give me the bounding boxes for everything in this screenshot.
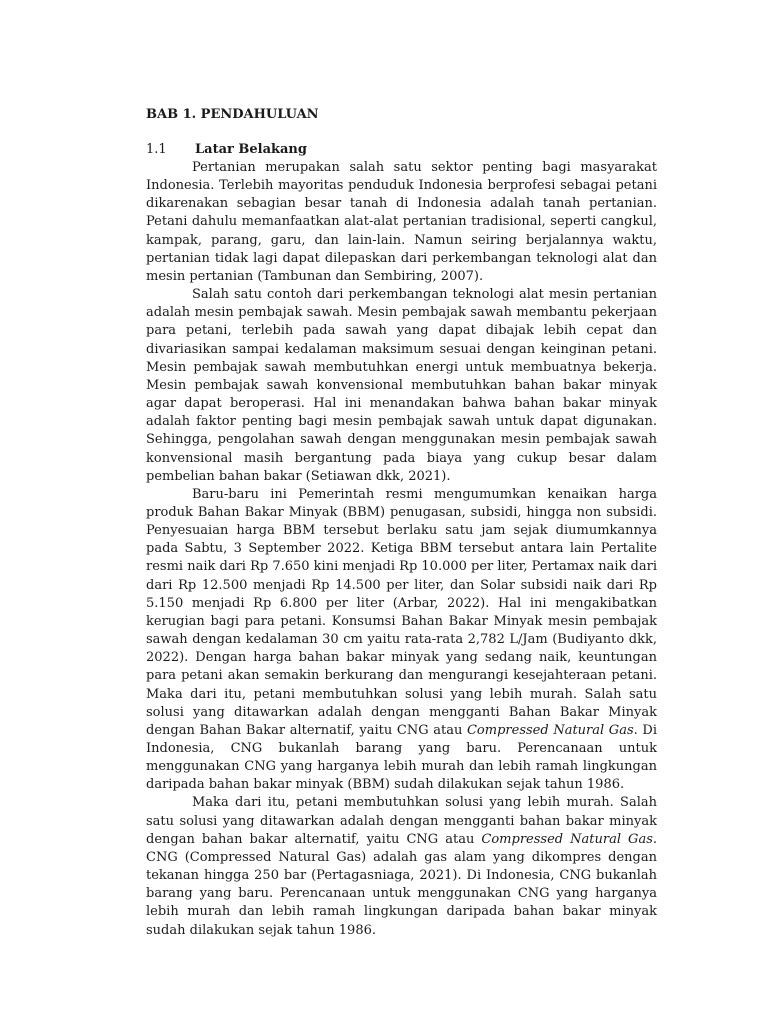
paragraph-4 <box>146 794 657 939</box>
italic-term: Compressed Natural Gas <box>466 722 634 738</box>
section-title: Latar Belakang <box>195 142 307 157</box>
paragraph-3 <box>146 486 657 795</box>
paragraph-1 <box>146 159 657 286</box>
paragraph-text: Pertanian merupakan salah satu sektor penting bagi masyarakat Indonesia. Terlebih mayoritas penduduk Indonesia berprofesi sebagai petani dikarenakan sebagian besar tanah di Indonesia adalah tanah pertanian. Petani dahulu memanfaatkan alat-alat pertanian tradisional, seperti cangkul, kampak, parang, garu, dan lain-lain. Namun seiring berjalannya waktu, pertanian tidak lagi dapat dilepaskan dari perkembangan teknologi alat dan mesin pertanian (Tambunan dan Sembiring, 2007). <box>146 160 657 284</box>
section-number: 1.1 <box>146 142 167 157</box>
paragraph-text: Baru-baru ini Pemerintah resmi mengumumkan kenaikan harga produk Bahan Bakar Minyak (BBM) penugasan, subsidi, hingga non subsidi. Penyesuaian harga BBM tersebut berlaku satu jam sejak diumumkannya pada Sabtu, 3 September 2022. Ketiga BBM tersebut antara lain Pertalite resmi naik dari Rp 7.650 kini menjadi Rp 10.000 per liter, Pertamax naik dari dari Rp 12.500 menjadi Rp 14.500 per liter, dan Solar subsidi naik dari Rp 5.150 menjadi Rp 6.800 per liter (Arbar, 2022). Hal ini mengakibatkan kerugian bagi para petani. Konsumsi Bahan Bakar Minyak mesin pembajak sawah dengan kedalaman 30 cm yaitu rata-rata 2,782 L/Jam (Budiyanto dkk, 2022). Dengan harga bahan bakar minyak yang sedang naik, keuntungan para petani akan semakin berkurang dan mengurangi kesejahteraan petani. Maka dari itu, petani membutuhkan solusi yang lebih murah. Salah satu solusi yang ditawarkan adalah dengan mengganti Bahan Bakar Minyak dengan Bahan Bakar alternatif, yaitu CNG atau <box>146 486 657 738</box>
paragraph-text: Salah satu contoh dari perkembangan teknologi alat mesin pertanian adalah mesin pembajak sawah. Mesin pembajak sawah membantu pekerjaan para petani, terlebih pada sawah yang dapat dibajak lebih cepat dan divariasikan sampai kedalaman maksimum sesuai dengan keinginan petani. Mesin pembajak sawah membutuhkan energi untuk membuatnya bekerja. Mesin pembajak sawah konvensional membutuhkan bahan bakar minyak agar dapat beroperasi. Hal ini menandakan bahwa bahan bakar minyak adalah faktor penting bagi mesin pembajak sawah untuk dapat digunakan. Sehingga, pengolahan sawah dengan menggunakan mesin pembajak sawah konvensional masih bergantung pada biaya yang cukup besar dalam pembelian bahan bakar (Setiawan dkk, 2021). <box>146 287 657 484</box>
section-heading <box>146 141 657 159</box>
document-page <box>146 106 657 940</box>
paragraph-text: Maka dari itu, petani membutuhkan solusi yang lebih murah. Salah satu solusi yang ditawarkan adalah dengan mengganti bahan bakar minyak dengan bahan bakar alternatif, yaitu CNG atau <box>146 795 657 847</box>
paragraph-text: . Di Indonesia, CNG bukanlah barang yang baru. Perencanaan untuk menggunakan CNG yang harganya lebih murah dan lebih ramah lingkungan daripada bahan bakar minyak (BBM) sudah dilakukan sejak tahun 1986. <box>146 722 657 793</box>
paragraph-text: . CNG (Compressed Natural Gas) adalah gas alam yang dikompres dengan tekanan hingga 250 bar (Pertagasniaga, 2021). Di Indonesia, CNG bukanlah barang yang baru. Perencanaan untuk menggunakan CNG yang harganya lebih murah dan lebih ramah lingkungan daripada bahan bakar minyak sudah dilakukan sejak tahun 1986. <box>146 831 658 938</box>
paragraph-2 <box>146 286 657 486</box>
italic-term: Compressed Natural Gas <box>481 831 653 847</box>
chapter-title: BAB 1. PENDAHULUAN <box>146 107 319 122</box>
